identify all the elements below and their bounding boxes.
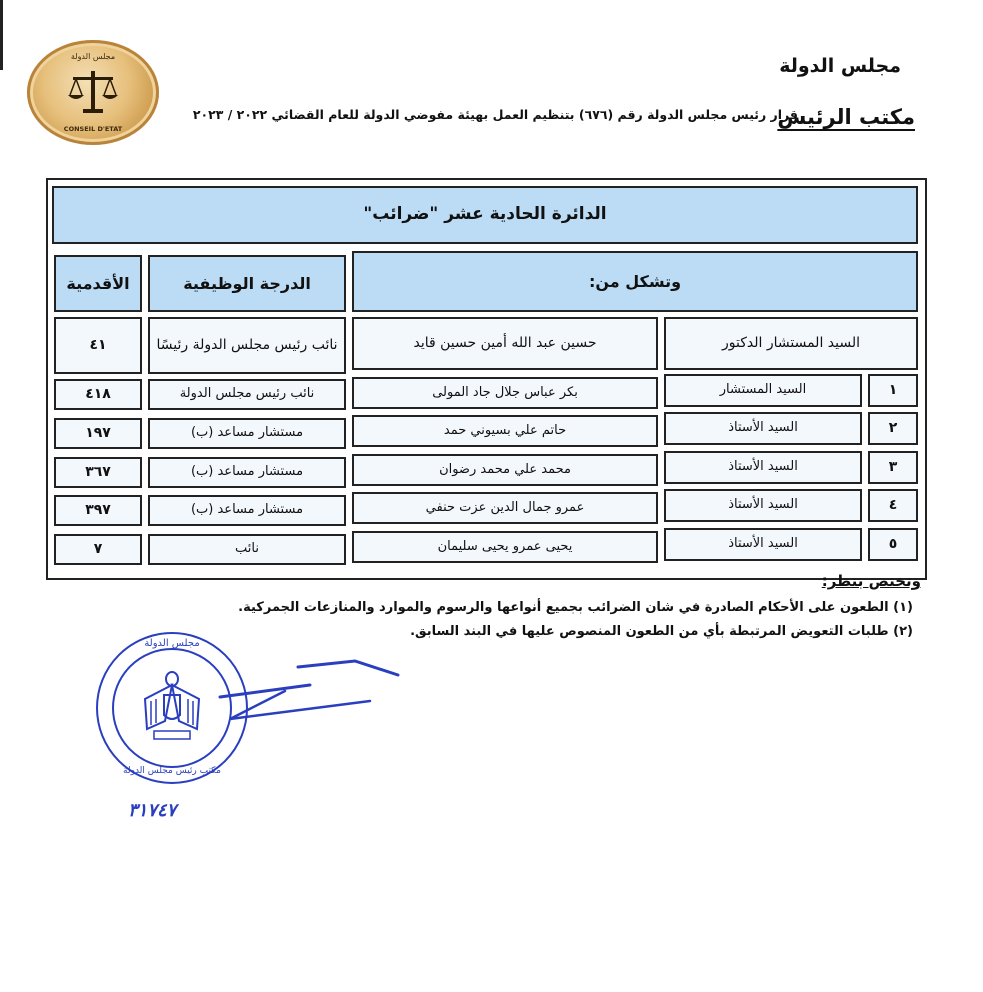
member-grade: مستشار مساعد (ب)	[148, 495, 346, 526]
member-seniority: ٣٩٧	[54, 495, 142, 526]
page-edge	[0, 0, 3, 70]
row-number: ٥	[868, 528, 918, 561]
stamp-number: ٣١٧٤٧	[128, 800, 177, 821]
office-name: مكتب الرئيس	[777, 105, 915, 129]
column-header-grade: الدرجة الوظيفية	[148, 255, 346, 312]
head-title: السيد المستشار الدكتور	[664, 317, 918, 370]
column-header-seniority: الأقدمية	[54, 255, 142, 312]
scales-of-justice-icon	[65, 67, 121, 119]
member-grade: نائب رئيس مجلس الدولة	[148, 379, 346, 410]
head-grade: نائب رئيس مجلس الدولة رئيسًا	[148, 317, 346, 374]
stamp-bottom-text: مكتب رئيس مجلس الدولة	[123, 766, 221, 776]
column-header-composition: وتشكل من:	[352, 251, 918, 312]
member-name: محمد علي محمد رضوان	[352, 454, 658, 486]
seal-bottom-text: CONSEIL D'ETAT	[63, 125, 123, 133]
stamp-top-text: مجلس الدولة	[144, 638, 200, 649]
row-number: ٢	[868, 412, 918, 445]
member-name: حاتم علي بسيوني حمد	[352, 415, 658, 447]
member-seniority: ٤١٨	[54, 379, 142, 410]
signature	[190, 655, 405, 729]
member-seniority: ٣٦٧	[54, 457, 142, 488]
member-grade: مستشار مساعد (ب)	[148, 418, 346, 449]
member-seniority: ٧	[54, 534, 142, 565]
member-title: السيد الأستاذ	[664, 451, 862, 484]
member-title: السيد المستشار	[664, 374, 862, 407]
decree-title: قرار رئيس مجلس الدولة رقم (٦٧٦) بتنظيم العمل بهيئة مفوضي الدولة للعام القضائي ٢٠٢٢ / ٢٠٢٣	[192, 107, 798, 122]
row-number: ١	[868, 374, 918, 407]
member-grade: نائب	[148, 534, 346, 565]
head-name: حسين عبد الله أمين حسين قايد	[352, 317, 658, 370]
jurisdiction-item: (١) الطعون على الأحكام الصادرة في شان الضرائب بجميع أنواعها والرسوم والموارد والمنازعات الجمركية.	[238, 600, 913, 615]
council-seal	[27, 40, 159, 145]
member-title: السيد الأستاذ	[664, 489, 862, 522]
member-title: السيد الأستاذ	[664, 528, 862, 561]
member-grade: مستشار مساعد (ب)	[148, 457, 346, 488]
member-name: عمرو جمال الدين عزت حنفي	[352, 492, 658, 524]
circuit-title: الدائرة الحادية عشر "ضرائب"	[52, 186, 918, 244]
row-number: ٣	[868, 451, 918, 484]
head-seniority: ٤١	[54, 317, 142, 374]
row-number: ٤	[868, 489, 918, 522]
member-name: يحيى عمرو يحيى سليمان	[352, 531, 658, 563]
organization-name: مجلس الدولة	[779, 55, 901, 77]
jurisdiction-title: وتختص بنظر:	[821, 572, 921, 590]
member-name: بكر عباس جلال جاد المولى	[352, 377, 658, 409]
seal-top-text: مجلس الدولة	[70, 52, 116, 61]
member-title: السيد الأستاذ	[664, 412, 862, 445]
member-seniority: ١٩٧	[54, 418, 142, 449]
jurisdiction-item: (٢) طلبات التعويض المرتبطة بأي من الطعون المنصوص عليها في البند السابق.	[410, 624, 913, 639]
